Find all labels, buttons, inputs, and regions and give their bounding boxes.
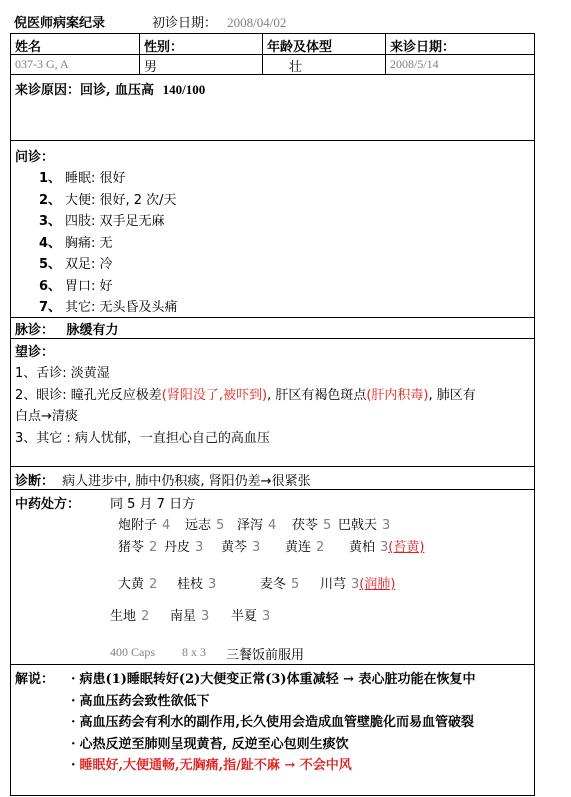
herb-note: (苔黄) bbox=[388, 540, 425, 555]
divider bbox=[11, 317, 534, 318]
divider bbox=[11, 74, 534, 75]
patient-sex: 男 bbox=[144, 60, 158, 75]
herb-quantity: 3 bbox=[262, 609, 271, 624]
explanation-text: 睡眠好,大便通畅,无胸痛,指/趾不麻 → 不会中风 bbox=[79, 758, 352, 773]
herb-item bbox=[260, 573, 299, 592]
herb-name: 巴戟天 bbox=[338, 518, 378, 533]
bullet-icon: · bbox=[71, 736, 76, 752]
herb-quantity: 3 bbox=[252, 540, 261, 555]
herb-name: 麦冬 bbox=[260, 577, 287, 592]
visit-date-header: 来诊日期： bbox=[390, 40, 456, 55]
inquiry-item-number: 4、 bbox=[39, 235, 62, 251]
herb-quantity: 5 bbox=[291, 577, 300, 592]
herb-item bbox=[118, 514, 170, 533]
inquiry-item bbox=[39, 210, 165, 229]
herb-item bbox=[285, 536, 324, 555]
other-observation: 3、其它 : 病人忧郁，一直担心自己的高血压 bbox=[15, 431, 270, 446]
inquiry-item bbox=[39, 275, 113, 294]
explanation-point bbox=[71, 711, 474, 730]
diagnosis-label: 诊断： bbox=[15, 474, 55, 489]
record-title: 倪医师病案纪录 bbox=[14, 16, 106, 31]
inquiry-item-text: 睡眠: 很好 bbox=[65, 171, 126, 186]
first-visit-date-line bbox=[152, 12, 286, 31]
herb-name: 黄连 bbox=[285, 540, 312, 555]
herb-name: 远志 bbox=[185, 518, 212, 533]
divider bbox=[11, 466, 534, 467]
prescription-label: 中药处方： bbox=[15, 497, 81, 512]
patient-build: 壮 bbox=[289, 60, 303, 75]
pulse-label: 脉诊： bbox=[15, 323, 55, 338]
inquiry-item bbox=[39, 189, 177, 208]
prescription-date-line: 同 5 月 7 日方 bbox=[110, 497, 196, 512]
herb-name: 茯苓 bbox=[292, 518, 319, 533]
divider bbox=[11, 140, 534, 141]
explanation-label: 解说： bbox=[15, 672, 55, 687]
herb-name: 生地 bbox=[110, 609, 137, 624]
herb-item bbox=[118, 573, 157, 592]
herb-name: 黄柏 bbox=[349, 540, 376, 555]
sex-header: 性别： bbox=[144, 40, 184, 55]
inquiry-item-number: 6、 bbox=[39, 278, 62, 294]
eye-note-liver: (肝内积毒) bbox=[366, 388, 429, 403]
herb-quantity: 3 bbox=[351, 577, 360, 592]
first-visit-label: 初诊日期： bbox=[152, 16, 218, 31]
herb-quantity: 3 bbox=[380, 540, 389, 555]
herb-quantity: 3 bbox=[201, 609, 210, 624]
herb-item bbox=[320, 573, 395, 592]
visit-reason bbox=[15, 79, 205, 98]
diagnosis-line bbox=[15, 470, 311, 489]
herb-quantity: 4 bbox=[268, 518, 277, 533]
inquiry-item bbox=[39, 253, 113, 272]
herb-name: 炮附子 bbox=[118, 518, 158, 533]
diagnosis-text: 病人进步中, 肺中仍积痰, 肾阳仍差→很紧张 bbox=[62, 474, 311, 489]
inquiry-item-text: 四肢: 双手足无麻 bbox=[65, 214, 165, 229]
age-build-header: 年龄及体型 bbox=[267, 40, 333, 55]
inquiry-item bbox=[39, 167, 126, 186]
eye-diagnosis-mid: , 肝区有褐色斑点 bbox=[267, 388, 367, 403]
pulse-value: 脉缓有力 bbox=[66, 323, 119, 338]
inquiry-item-text: 双足: 冷 bbox=[65, 257, 113, 272]
herb-item bbox=[221, 536, 260, 555]
name-header: 姓名 bbox=[15, 40, 42, 55]
inquiry-item-text: 胸痛: 无 bbox=[65, 235, 113, 251]
blood-pressure-value: 140/100 bbox=[162, 82, 206, 97]
explanation-text: 心热反逆至肺则呈现黄苔, 反逆至心包则生痰饮 bbox=[79, 736, 349, 752]
herb-name: 泽泻 bbox=[237, 518, 264, 533]
explanation-point bbox=[71, 668, 476, 687]
explanation-text: 高血压药会有利水的副作用,长久使用会造成血管壁脆化而易血管破裂 bbox=[79, 715, 475, 730]
herb-name: 川芎 bbox=[320, 577, 347, 592]
inquiry-item-number: 3、 bbox=[39, 214, 62, 229]
inquiry-item-text: 大便: 很好, 2 次/天 bbox=[65, 192, 177, 208]
dosage: 8 x 3 bbox=[182, 645, 206, 659]
tongue-diagnosis: 1、舌诊: 淡黄湿 bbox=[15, 366, 110, 381]
bullet-icon: · bbox=[71, 693, 76, 709]
herb-quantity: 2 bbox=[316, 540, 325, 555]
herb-quantity: 2 bbox=[149, 577, 158, 592]
herb-item bbox=[118, 536, 157, 555]
herb-note: (润肺) bbox=[359, 577, 396, 592]
herb-name: 桂枝 bbox=[177, 577, 204, 592]
herb-item bbox=[110, 605, 149, 624]
explanation-text: 病患(1)睡眠转好(2)大便变正常(3)体重减轻 → 表心脏功能在恢复中 bbox=[79, 672, 476, 687]
herb-item bbox=[338, 514, 390, 533]
inquiry-item-number: 7、 bbox=[39, 300, 62, 315]
explanation-point bbox=[71, 690, 210, 709]
eye-diagnosis-line2: 白点→清痰 bbox=[15, 409, 78, 424]
herb-quantity: 4 bbox=[162, 518, 171, 533]
dosage-instruction: 三餐饭前服用 bbox=[226, 648, 305, 663]
eye-note-kidney: (肾阳没了,被吓到) bbox=[161, 388, 268, 403]
herb-name: 大黄 bbox=[118, 577, 145, 592]
explanation-text: 高血压药会致性欲低下 bbox=[79, 693, 210, 709]
explanation-point bbox=[71, 754, 352, 773]
record-header bbox=[14, 12, 287, 32]
patient-id: 037-3 G, A bbox=[15, 57, 69, 71]
herb-item bbox=[185, 514, 224, 533]
herb-quantity: 3 bbox=[195, 540, 204, 555]
herb-quantity: 3 bbox=[208, 577, 217, 592]
bullet-icon: · bbox=[71, 672, 76, 687]
herb-item bbox=[231, 605, 270, 624]
herb-name: 南星 bbox=[170, 609, 197, 624]
herb-item bbox=[177, 573, 216, 592]
inquiry-item-number: 1、 bbox=[39, 171, 62, 186]
herb-item bbox=[292, 514, 331, 533]
herb-quantity: 5 bbox=[323, 518, 332, 533]
inquiry-item bbox=[39, 232, 113, 251]
divider bbox=[11, 338, 534, 339]
pulse-line bbox=[15, 319, 119, 338]
visit-reason-label: 来诊原因：回诊, 血压高 bbox=[15, 83, 155, 98]
inquiry-item-number: 2、 bbox=[39, 192, 62, 208]
divider bbox=[11, 489, 534, 490]
herb-name: 丹皮 bbox=[164, 540, 191, 555]
herb-quantity: 2 bbox=[149, 540, 158, 555]
bullet-icon: · bbox=[71, 715, 76, 730]
herb-quantity: 5 bbox=[216, 518, 225, 533]
bullet-icon: · bbox=[71, 758, 76, 773]
herb-quantity: 2 bbox=[141, 609, 150, 624]
observation-label: 望诊： bbox=[15, 345, 55, 360]
inquiry-item-text: 胃口: 好 bbox=[65, 278, 113, 294]
capsule-count: 400 Caps bbox=[110, 645, 155, 659]
inquiry-item bbox=[39, 296, 178, 315]
eye-diagnosis-end: , 肺区有 bbox=[428, 388, 476, 403]
herb-item bbox=[349, 536, 424, 555]
eye-diagnosis bbox=[15, 384, 476, 403]
inquiry-item-number: 5、 bbox=[39, 257, 62, 272]
visit-date: 2008/5/14 bbox=[390, 57, 439, 71]
case-record-sheet bbox=[10, 33, 535, 796]
explanation-point bbox=[71, 733, 349, 752]
herb-name: 半夏 bbox=[231, 609, 258, 624]
herb-item bbox=[170, 605, 209, 624]
divider bbox=[11, 664, 534, 665]
herb-item bbox=[237, 514, 276, 533]
herb-name: 猪苓 bbox=[118, 540, 145, 555]
herb-name: 黄芩 bbox=[221, 540, 248, 555]
eye-diagnosis-prefix: 2、眼诊: 瞳孔光反应极差 bbox=[15, 388, 162, 403]
herb-quantity: 3 bbox=[382, 518, 391, 533]
inquiry-item-text: 其它: 无头昏及头痛 bbox=[65, 300, 178, 315]
inquiry-label: 问诊： bbox=[15, 150, 55, 165]
herb-item bbox=[164, 536, 203, 555]
first-visit-date: 2008/04/02 bbox=[227, 15, 287, 30]
